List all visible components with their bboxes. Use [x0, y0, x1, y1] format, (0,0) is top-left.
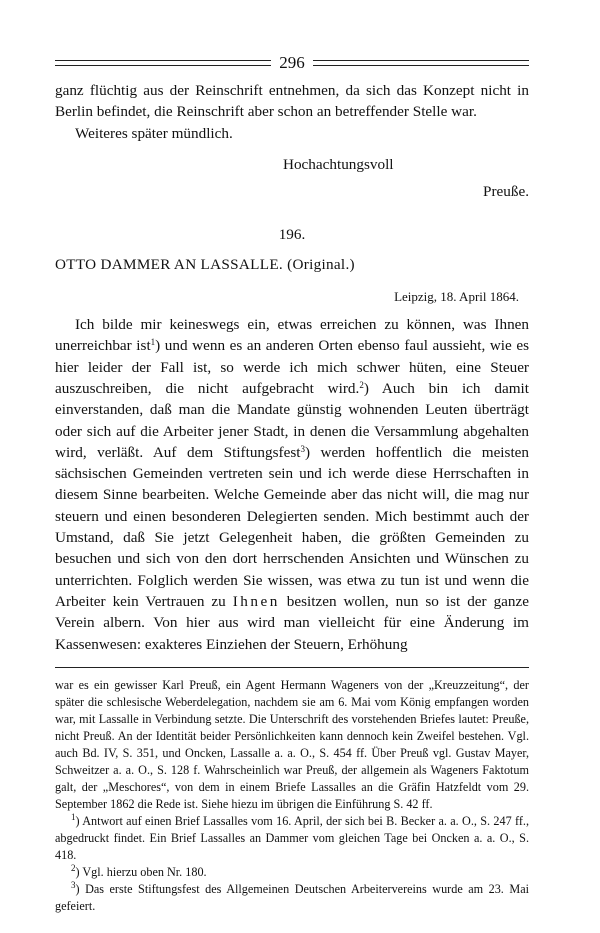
footnote-text: ) Antwort auf einen Brief Lassalles vom 16. April, der sich bei B. Becker a. a. O., S. 247 ff., abgedruckt findet. Ein Brief Lassalles an Dammer vom gleichen Tage bei Oncken a. a. O., S. 418.	[55, 813, 529, 862]
footnote-text: ) Das erste Stiftungsfest des Allgemeinen Deutschen Arbeitervereins wurde am 23. Mai gefeiert.	[55, 881, 529, 913]
footnote-mark: 2	[71, 862, 76, 873]
page-number: 296	[279, 53, 305, 72]
continuation-paragraph: ganz flüchtig aus der Reinschrift entnehmen, da sich das Konzept nicht in Berlin befindet, die Reinschrift aber schon an betreffender Stelle war.	[55, 82, 529, 121]
letter-number: 196.	[278, 226, 306, 244]
footnote-1	[55, 813, 529, 864]
footnote-mark: 1	[71, 811, 76, 822]
continuation-closing-line: Weiteres später mündlich.	[75, 124, 233, 142]
letter-body-text: Ich bilde mir keineswegs ein, etwas erreichen zu können, was Ihnen unerreichbar ist	[55, 316, 529, 355]
letter-body-text: besitzen wollen, nun so ist der ganze Verein albern. Von hier aus wird man vielleicht für eine Änderung im Kassenwesen: exakteres Einziehen der Steuern, Erhöhung	[55, 592, 529, 653]
footnote-2	[55, 864, 529, 881]
letter-title: OTTO DAMMER AN LASSALLE. (Original.)	[55, 255, 355, 273]
letter-body-paragraph	[55, 314, 529, 655]
footnote-ref-1: 1	[150, 337, 156, 348]
footnote-divider	[55, 667, 529, 668]
document-page	[55, 52, 529, 915]
footnotes	[55, 677, 529, 915]
letter-dateline: Leipzig, 18. April 1864.	[394, 289, 519, 305]
footnote-mark: 3	[71, 879, 76, 890]
letter-body-text: ) werden hoffentlich die meisten sächsischen Gemeinden vertreten sein und ich werde diese Herrschaften in diesem Sinne bearbeiten. Welche Gemeinde aber das nicht will, die mag nur steuern und einen besonderen Delegierten senden. Mich bestimmt auch der Umstand, daß Sie jetzt Gelegenheit haben, die größten Gemeinden zu besuchen und sich von den dort herrschenden Ansichten und Wünschen zu unterrichten. Folglich werden Sie wissen, was etwa zu tun ist und wenn die Arbeiter kein Vertrauen zu	[55, 443, 529, 610]
closing-salutation: Hochachtungsvoll	[283, 155, 394, 173]
page-header	[55, 52, 529, 74]
footnote-3	[55, 881, 529, 915]
footnote-continuation: war es ein gewisser Karl Preuß, ein Agent Hermann Wageners von der „Kreuzzeitung“, der später die schlesische Weberdelegation, nachdem sie am 6. Mai vom König empfangen worden war, mit Lassalle in Verbindung setzte. Die Unterschrift des vorstehenden Briefes lautet: Preuße, nicht Preuß. An der Identität beider Persönlichkeiten kann dennoch kein Zweifel bestehen. Vgl. auch Bd. IV, S. 351, und Oncken, Lassalle a. a. O., S. 454 ff. Über Preuß vgl. Gustav Mayer, Schweitzer a. a. O., S. 128 f. Wahrscheinlich war Preuß, der allgemein als Wageners Faktotum galt, der „Meschores“, von dem in einem Briefe Lassalles an die Gräfin Hatzfeldt vom 29. September 1862 die Rede ist. Siehe hiezu im übrigen die Einführung S. 42 ff.	[55, 677, 529, 811]
emphasized-word: Ihnen	[232, 592, 280, 610]
header-rule-left	[55, 60, 271, 66]
footnote-ref-3: 3	[300, 443, 305, 454]
header-rule-right	[313, 60, 529, 66]
closing-signature: Preuße.	[483, 183, 529, 201]
footnote-text: ) Vgl. hierzu oben Nr. 180.	[75, 864, 207, 879]
letter-body-text: ) Auch bin ich damit einverstanden, daß man die Mandate günstig wohnenden Leuten überträgt oder sich auf die Arbeiter jener Stadt, in denen die Versammlung abgehalten wird, verläßt. Auf dem Stiftungsfest	[55, 379, 529, 461]
letter-body-text: ) und wenn es an anderen Orten ebenso faul aussieht, wie es hier leider der Fall ist, so werde ich mich schwer hüten, eine Steuer auszuschreiben, die nicht aufgebracht wird.	[55, 337, 529, 397]
footnote-ref-2: 2	[359, 379, 364, 390]
